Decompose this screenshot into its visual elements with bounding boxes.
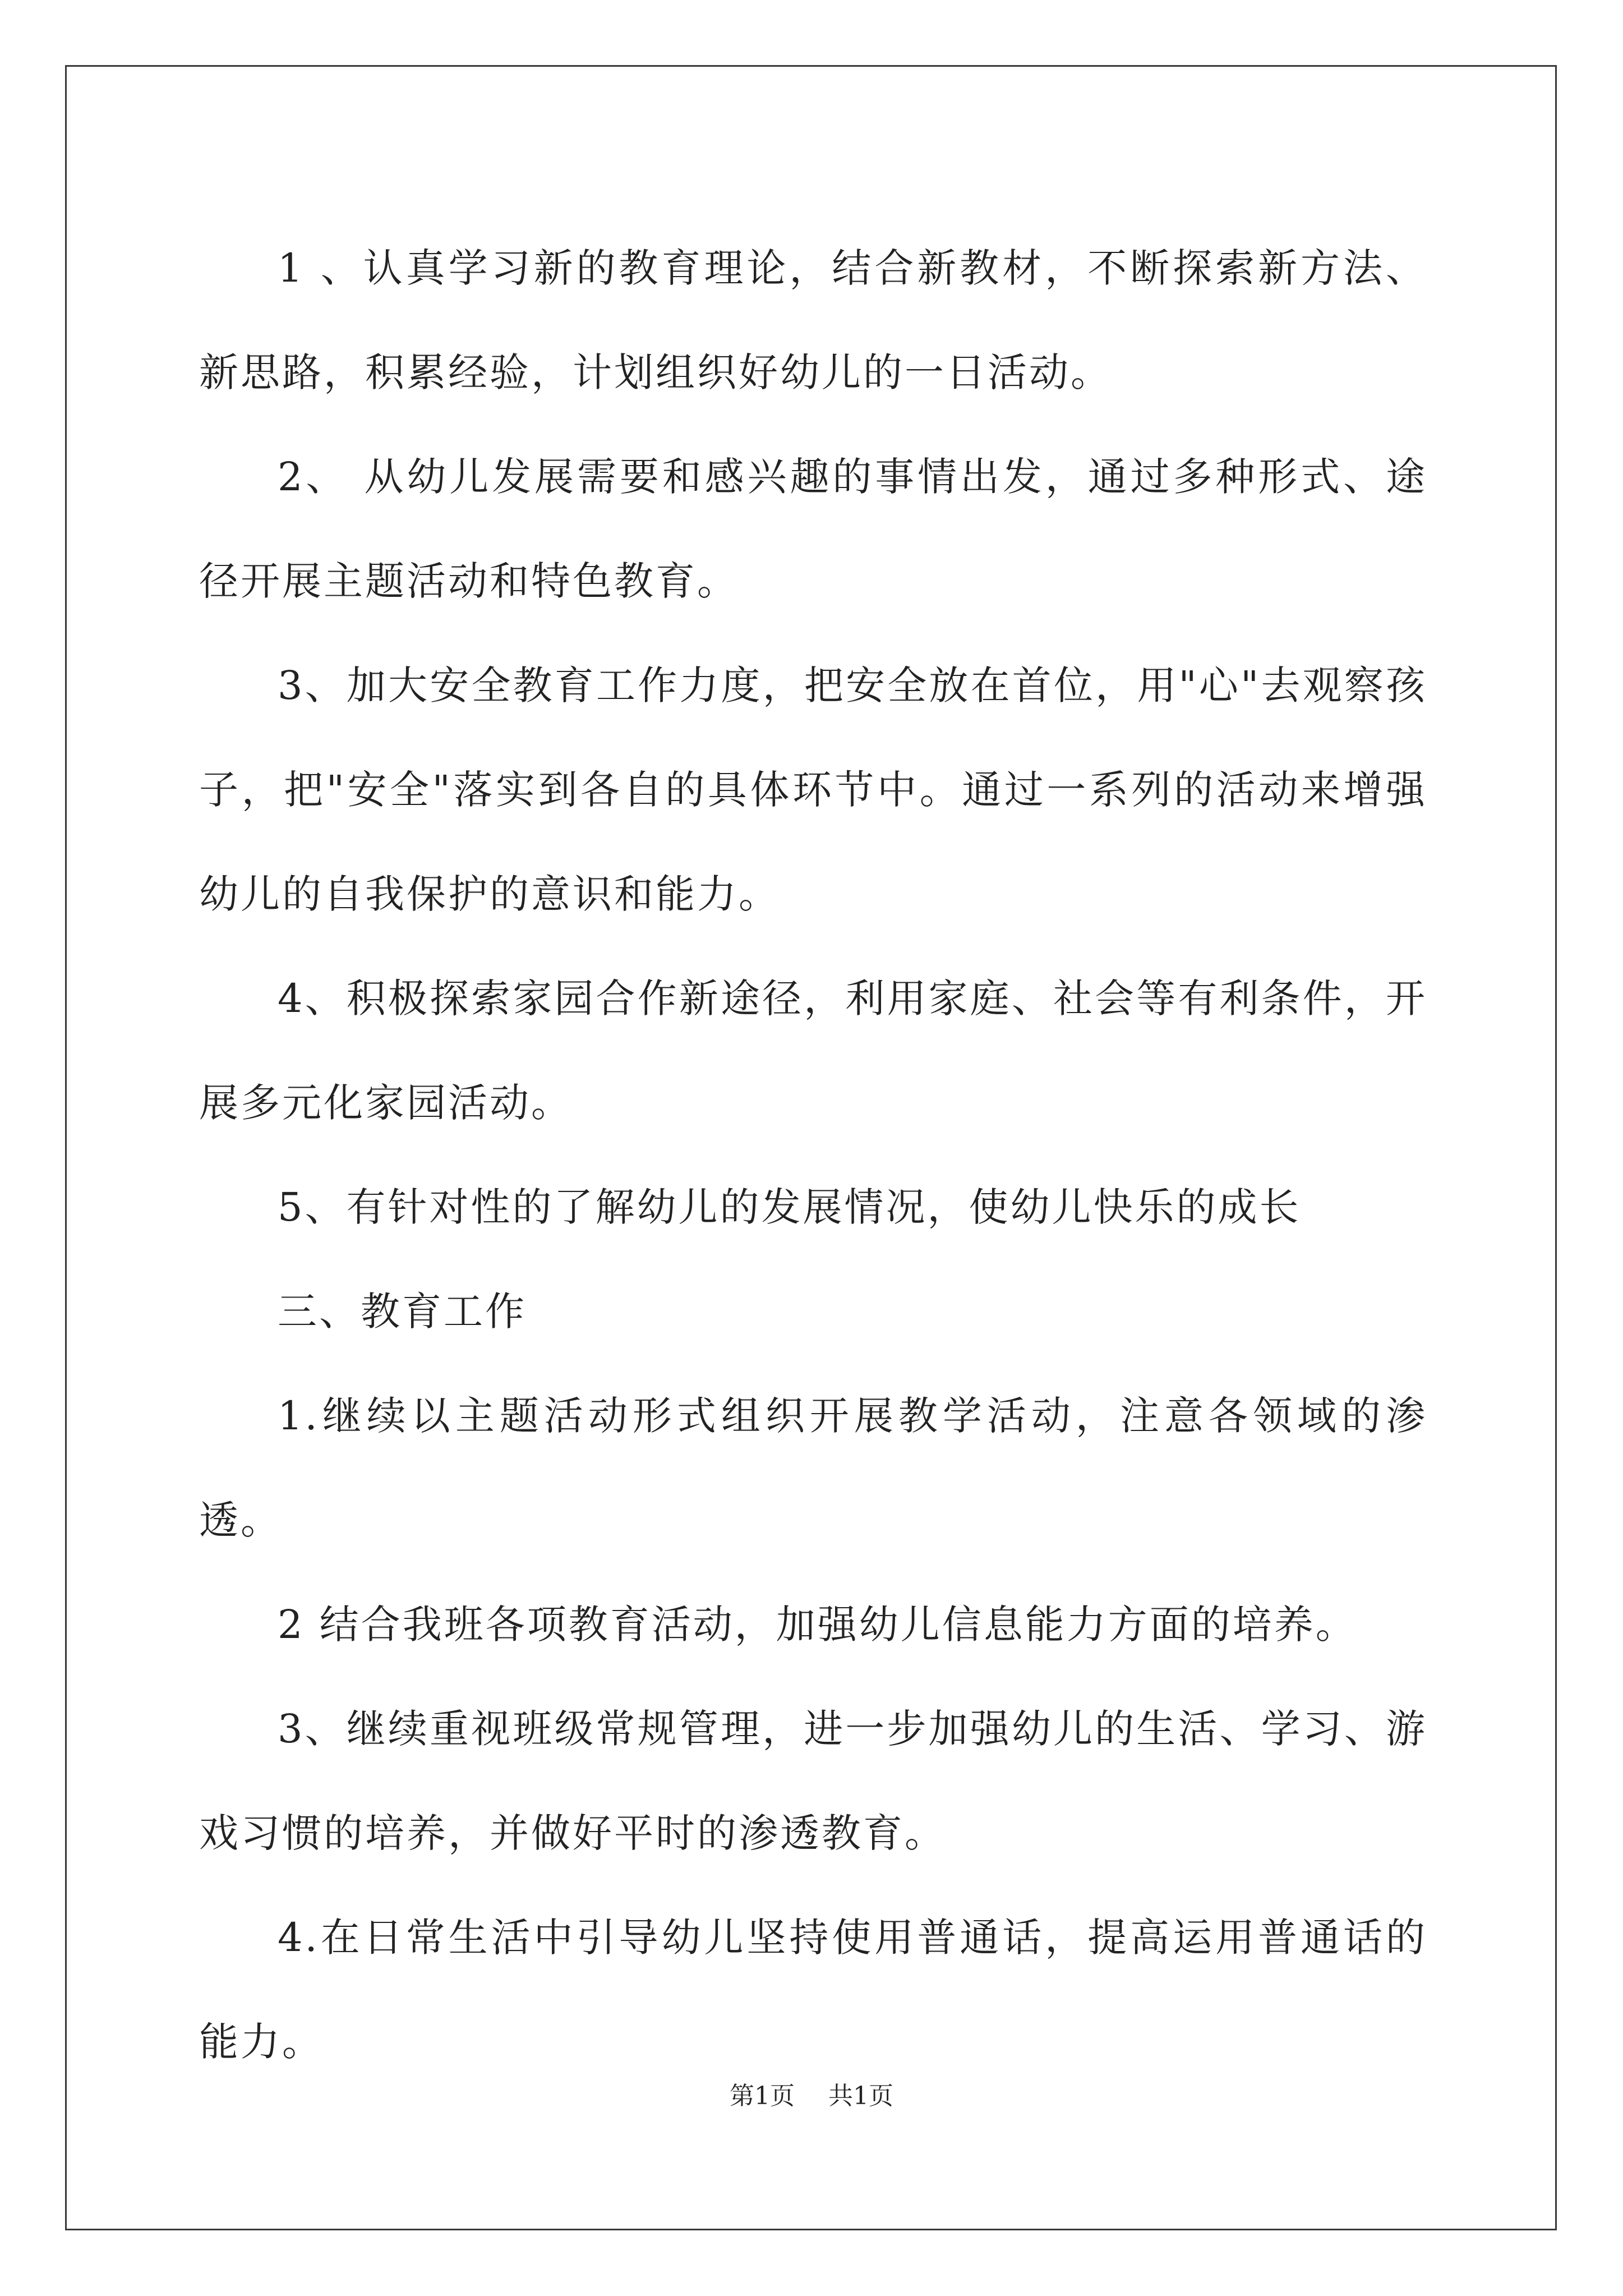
paragraph-item-7: 2 结合我班各项教育活动，加强幼儿信息能力方面的培养。 (278, 1602, 1357, 1648)
paragraph-item-4: 4、积极探索家园合作新途径，利用家庭、社会等有利条件，开展多元化家园活动。 (199, 976, 1427, 1126)
page-total: 共1页 (828, 2082, 893, 2110)
paragraph-item-1: 1 、认真学习新的教育理论，结合新教材，不断探索新方法、新思路，积累经验，计划组织好幼儿的一日活动。 (199, 245, 1427, 395)
paragraph-item-8: 3、继续重视班级常规管理，进一步加强幼儿的生活、学习、游戏习惯的培养，并做好平时的渗透教育。 (199, 1706, 1427, 1856)
page-number: 第1页 (730, 2082, 795, 2110)
paragraph-item-6: 1.继续以主题活动形式组织开展教学活动，注意各领域的渗透。 (199, 1393, 1427, 1543)
document-body (199, 216, 1427, 2094)
paragraph-item-9: 4.在日常生活中引导幼儿坚持使用普通话，提高运用普通话的能力。 (199, 1915, 1427, 2065)
paragraph-item-5: 5、有针对性的了解幼儿的发展情况，使幼儿快乐的成长 (278, 1184, 1301, 1230)
section-heading: 三、教育工作 (278, 1289, 527, 1335)
page-footer (0, 2076, 1623, 2111)
paragraph-item-3: 3、加大安全教育工作力度，把安全放在首位，用"心"去观察孩子，把"安全"落实到各自的具体环节中。通过一系列的活动来增强幼儿的自我保护的意识和能力。 (199, 662, 1427, 917)
paragraph-item-2: 2、 从幼儿发展需要和感兴趣的事情出发，通过多种形式、途径开展主题活动和特色教育。 (199, 454, 1427, 604)
